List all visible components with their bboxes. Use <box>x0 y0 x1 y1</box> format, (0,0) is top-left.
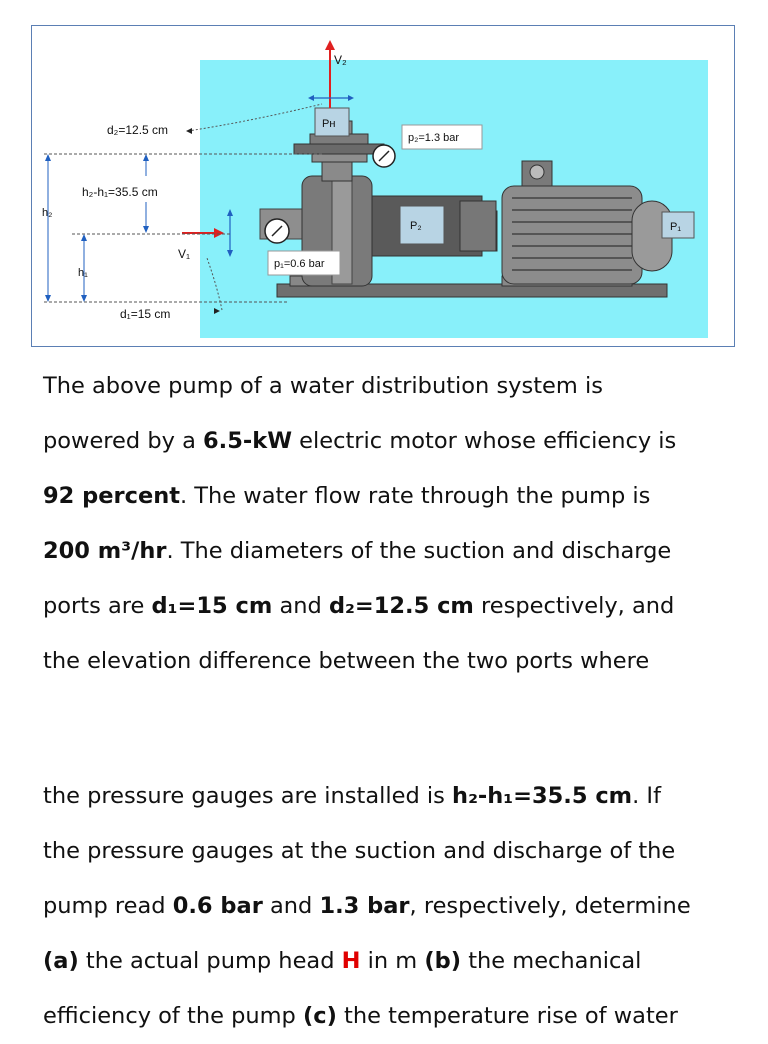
text-line: 92 percent. The water flow rate through the pump is <box>43 483 651 509</box>
text-line: the pressure gauges are installed is h₂-h₁=35.5 cm. If <box>43 783 661 809</box>
discharge-flange <box>294 144 384 154</box>
pump-figure <box>31 25 735 347</box>
text-line: the pressure gauges at the suction and discharge of the <box>43 838 676 864</box>
text-line: 200 m³/hr. The diameters of the suction and discharge <box>43 538 672 564</box>
problem-paragraph-1 <box>43 359 743 689</box>
ph-label: Pʜ <box>322 118 336 130</box>
p1-box-label: P₁ <box>670 221 682 233</box>
text-line: ports are d₁=15 cm and d₂=12.5 cm respectively, and <box>43 593 675 619</box>
v1-label: V₁ <box>178 247 191 261</box>
text-line: (a) the actual pump head H in m (b) the mechanical <box>43 948 642 974</box>
d1-label: d₁=15 cm <box>120 307 171 321</box>
h2-h1-label: h₂-h₁=35.5 cm <box>82 185 158 199</box>
v2-label: V₂ <box>334 53 347 67</box>
text-line: the elevation difference between the two ports where <box>43 648 650 674</box>
problem-paragraph-2 <box>43 769 743 1044</box>
h1-label: h₁ <box>78 267 88 279</box>
p2-box <box>400 206 444 244</box>
text-line: efficiency of the pump (c) the temperature rise of water <box>43 1003 678 1029</box>
pump-diagram <box>32 26 736 348</box>
h2-label: h₂ <box>42 207 53 219</box>
text-line: The above pump of a water distribution system is <box>43 373 603 399</box>
p2-box-label: P₂ <box>410 220 422 232</box>
text-line: pump read 0.6 bar and 1.3 bar, respectively, determine <box>43 893 691 919</box>
text-line: powered by a 6.5-kW electric motor whose efficiency is <box>43 428 677 454</box>
coupling <box>460 201 496 251</box>
p1-reading-label: p₁=0.6 bar <box>274 258 325 270</box>
p2-reading-label: p₂=1.3 bar <box>408 132 460 144</box>
d2-label: d₂=12.5 cm <box>107 123 169 137</box>
